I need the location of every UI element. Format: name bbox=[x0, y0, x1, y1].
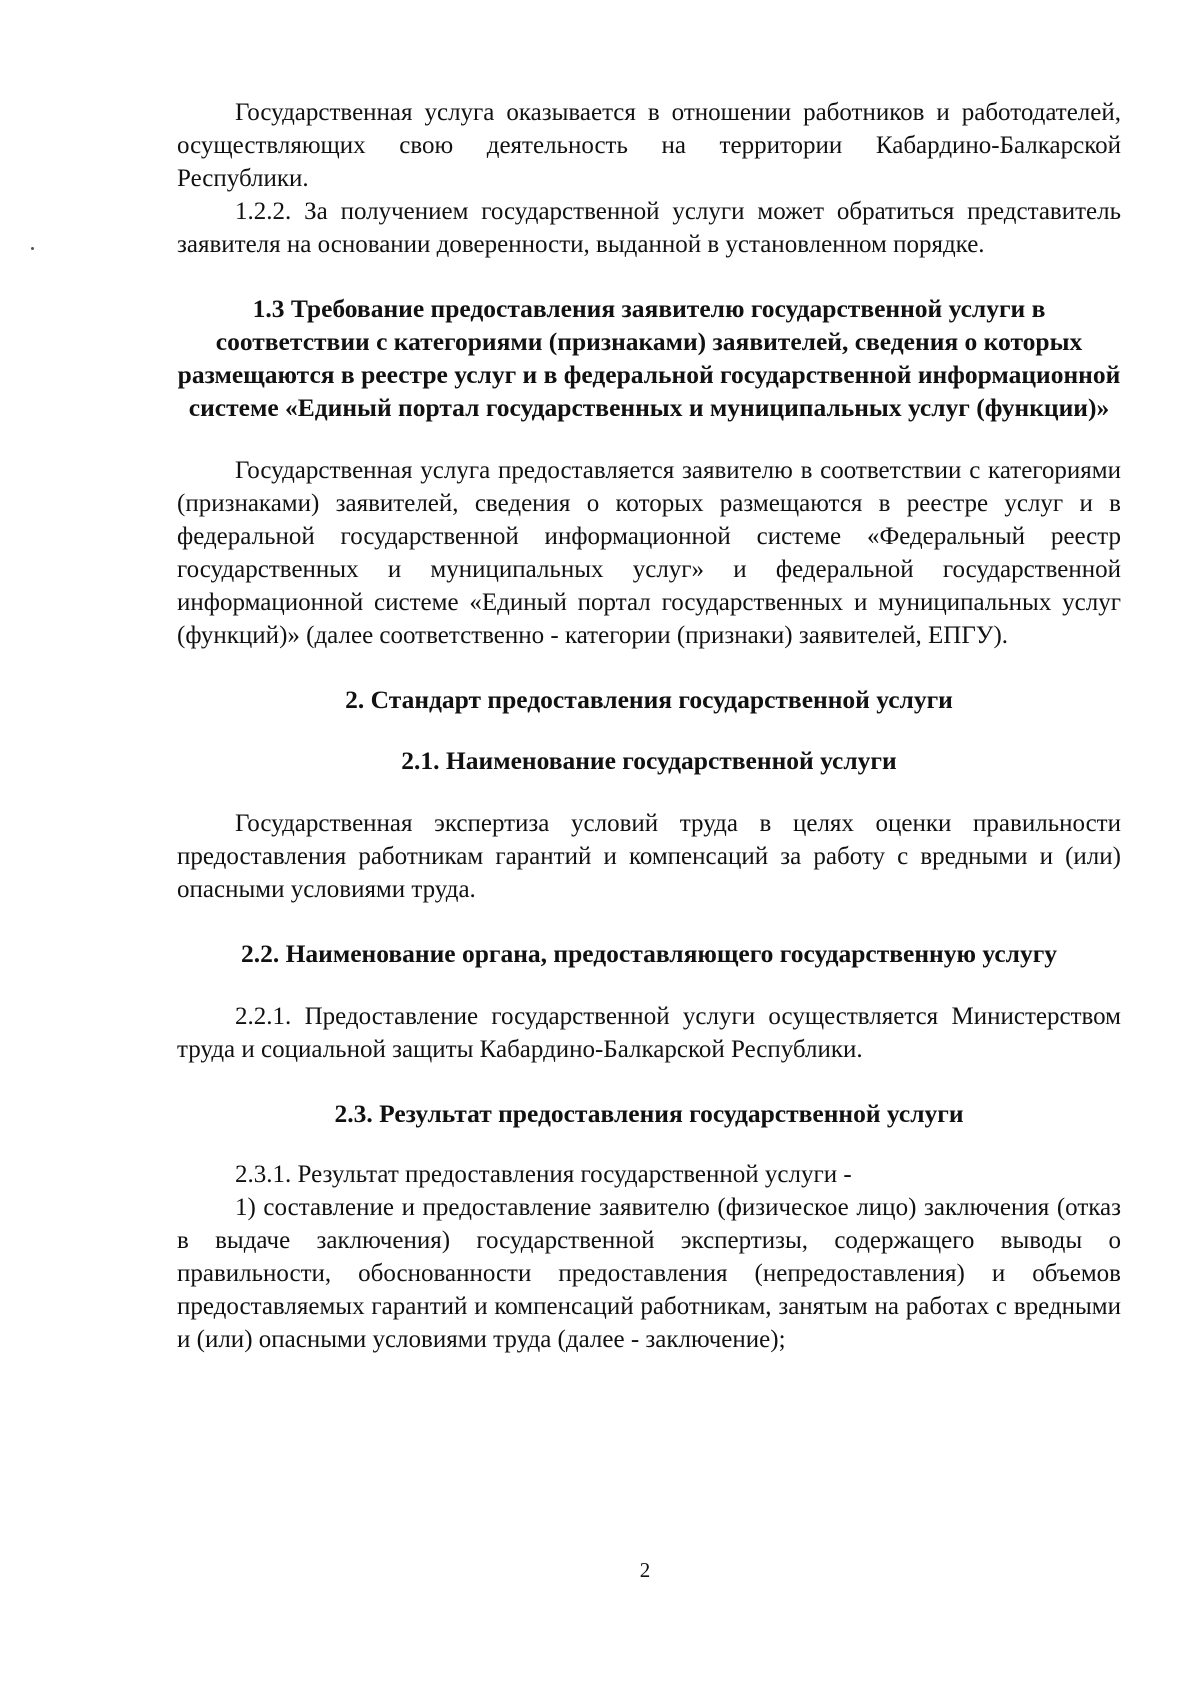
paragraph-2-1: Государственная экспертиза условий труда в целях оценки правильности предоставления работникам гарантий и компенсаций за работу с вредными и (или) опасными условиями труда. bbox=[177, 810, 1121, 903]
heading-2-3: 2.3. Результат предоставления государственной услуги bbox=[334, 1099, 964, 1128]
paragraph-2-2-1: 2.2.1. Предоставление государственной услуги осуществляется Министерством труда и социальной защиты Кабардино-Балкарской Республики. bbox=[177, 1003, 1121, 1063]
heading-2-1: 2.1. Наименование государственной услуги bbox=[401, 746, 897, 775]
paragraph-2-3-1-item-1: 1) составление и предоставление заявителю (физическое лицо) заключения (отказ в выдаче заключения) государственной экспертизы, содержащего выводы о правильности, обоснованности предоставления (непредоставления) и объемов предоставляемых гарантий и компенсаций работникам, занятым на работах с вредными и (или) опасными условиями труда (далее - заключение); bbox=[177, 1194, 1121, 1353]
heading-1-3: 1.3 Требование предоставления заявителю государственной услуги в соответствии с категориями (признаками) заявителей, сведения о которых размещаются в реестре услуг и в федеральной государственной информационной системе «Единый портал государственных и муниципальных услуг (функции)» bbox=[177, 294, 1121, 422]
paragraph-1-2-2: 1.2.2. За получением государственной услуги может обратиться представитель заявителя на основании доверенности, выданной в установленном порядке. bbox=[177, 198, 1121, 258]
paragraph-2-3-1: 2.3.1. Результат предоставления государственной услуги - bbox=[235, 1161, 852, 1188]
heading-2-2: 2.2. Наименование органа, предоставляющего государственную услугу bbox=[240, 939, 1058, 968]
paragraph-1-3: Государственная услуга предоставляется заявителю в соответствии с категориями (признаками) заявителей, сведения о которых размещаются в реестре услуг и в федеральной государственной информационной системе «Федеральный реестр государственных и муниципальных услуг» и федеральной государственной информационной системе «Единый портал государственных и муниципальных услуг (функций)» (далее соответственно - категории (признаки) заявителей, ЕПГУ). bbox=[177, 457, 1121, 649]
document-body bbox=[177, 96, 1121, 1356]
page-number: 2 bbox=[639, 1558, 651, 1582]
paragraph-service-scope: Государственная услуга оказывается в отношении работников и работодателей, осуществляющих свою деятельность на территории Кабардино-Балкарской Республики. bbox=[177, 99, 1121, 192]
scan-speck bbox=[31, 247, 34, 250]
heading-2: 2. Стандарт предоставления государственной услуги bbox=[345, 685, 953, 714]
